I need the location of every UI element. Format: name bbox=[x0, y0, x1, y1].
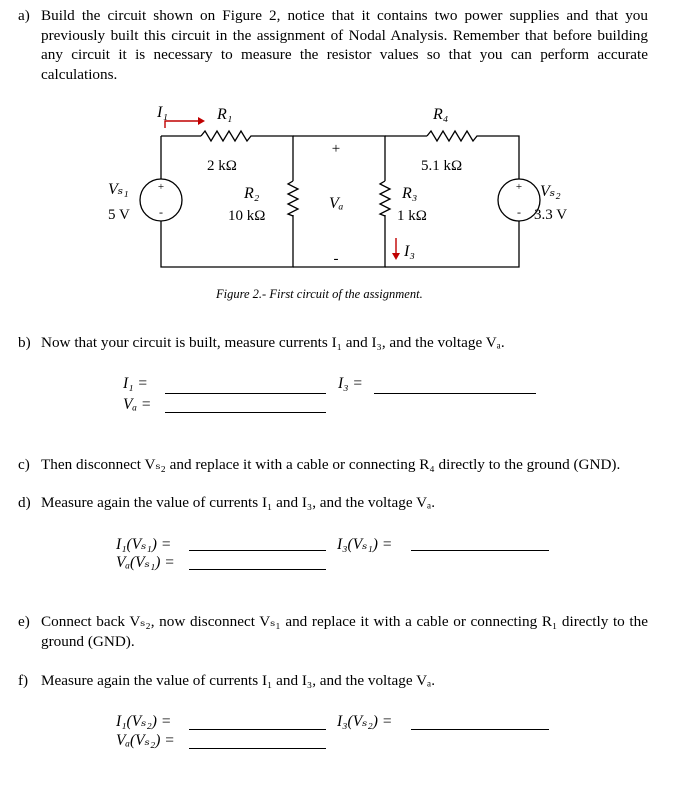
vs1-name-label: Vₛ₁ bbox=[108, 181, 129, 198]
vs2-minus-icon: - bbox=[517, 205, 521, 219]
r4-value-label: 5.1 kΩ bbox=[421, 158, 463, 174]
r3-resistor bbox=[380, 181, 390, 216]
part-d bbox=[18, 493, 658, 513]
circuit-diagram bbox=[0, 0, 676, 310]
i1-vs2-answer-line[interactable] bbox=[189, 729, 326, 730]
va-name-label: Vₐ bbox=[329, 195, 344, 212]
i3-vs2-answer-label: I₃(Vₛ₂) = bbox=[337, 713, 393, 730]
i3-vs2-answer-line[interactable] bbox=[411, 729, 549, 730]
part-e-label: e) bbox=[18, 613, 30, 630]
i3-vs1-answer-line[interactable] bbox=[411, 550, 549, 551]
va-answer-line[interactable] bbox=[165, 412, 326, 413]
vs2-name-label: Vₛ₂ bbox=[540, 183, 561, 200]
vs1-value-label: 5 V bbox=[108, 207, 130, 223]
part-d-label: d) bbox=[18, 494, 31, 511]
r3-value-label: 1 kΩ bbox=[397, 208, 427, 224]
i3-answer-line[interactable] bbox=[374, 393, 536, 394]
part-e bbox=[18, 612, 648, 651]
part-c-label: c) bbox=[18, 456, 30, 473]
part-a-label: a) bbox=[18, 7, 30, 24]
figure-caption: Figure 2.- First circuit of the assignment. bbox=[216, 287, 423, 301]
va-vs1-answer-label: Vₐ(Vₛ₁) = bbox=[116, 554, 175, 571]
part-c bbox=[18, 455, 668, 475]
part-f-label: f) bbox=[18, 672, 29, 689]
i1-vs1-answer-line[interactable] bbox=[189, 550, 326, 551]
va-plus-label: + bbox=[331, 141, 341, 157]
r3-name-label: R₃ bbox=[402, 185, 418, 202]
r2-resistor bbox=[288, 181, 298, 216]
va-vs2-answer-line[interactable] bbox=[189, 748, 326, 749]
i1-label: I₁ bbox=[157, 104, 168, 121]
i3-vs1-answer-label: I₃(Vₛ₁) = bbox=[337, 536, 393, 553]
part-f-text: Measure again the value of currents I₁ and I₃, and the voltage Vₐ. bbox=[41, 672, 436, 689]
r1-value-label: 2 kΩ bbox=[207, 158, 237, 174]
va-answer-label: Vₐ = bbox=[123, 396, 152, 413]
part-e-text: Connect back Vₛ₂, now disconnect Vₛ₁ and replace it with a cable or connecting R₁ directly to the ground (GND). bbox=[41, 613, 648, 650]
r1-resistor bbox=[201, 131, 259, 141]
r4-name-label: R₄ bbox=[433, 106, 449, 123]
part-a-text: Build the circuit shown on Figure 2, notice that it contains two power supplies and that you previously built this circuit in the assignment of Nodal Analysis. Remember that before building any circuit it is necessary to measure the resistor values so that you can perform accurate calculations. bbox=[41, 7, 648, 83]
part-f bbox=[18, 671, 658, 691]
part-b-label: b) bbox=[18, 334, 31, 351]
va-vs2-answer-label: Vₐ(Vₛ₂) = bbox=[116, 732, 175, 749]
r2-name-label: R₂ bbox=[244, 185, 260, 202]
va-minus-label: - bbox=[333, 251, 339, 267]
i1-answer-label: I₁ = bbox=[123, 375, 148, 392]
i1-vs1-answer-label: I₁(Vₛ₁) = bbox=[116, 536, 172, 553]
part-b bbox=[18, 333, 658, 353]
i1-vs2-answer-label: I₁(Vₛ₂) = bbox=[116, 713, 172, 730]
r1-name-label: R₁ bbox=[217, 106, 233, 123]
i1-arrow-icon bbox=[165, 121, 198, 128]
part-d-text: Measure again the value of currents I₁ and I₃, and the voltage Vₐ. bbox=[41, 494, 436, 511]
vs1-minus-icon: - bbox=[159, 205, 163, 219]
part-c-text: Then disconnect Vₛ₂ and replace it with a cable or connecting R₄ directly to the ground (GND). bbox=[41, 456, 621, 473]
vs2-plus-icon: + bbox=[515, 181, 523, 193]
part-b-text: Now that your circuit is built, measure currents I₁ and I₃, and the voltage Vₐ. bbox=[41, 334, 505, 351]
r4-resistor bbox=[427, 131, 485, 141]
vs1-plus-icon: + bbox=[157, 181, 165, 193]
i3-answer-label: I₃ = bbox=[338, 375, 363, 392]
vs2-value-label: 3.3 V bbox=[534, 207, 568, 223]
va-vs1-answer-line[interactable] bbox=[189, 569, 326, 570]
r2-value-label: 10 kΩ bbox=[228, 208, 266, 224]
i1-answer-line[interactable] bbox=[165, 393, 326, 394]
i3-label: I₃ bbox=[404, 243, 415, 260]
